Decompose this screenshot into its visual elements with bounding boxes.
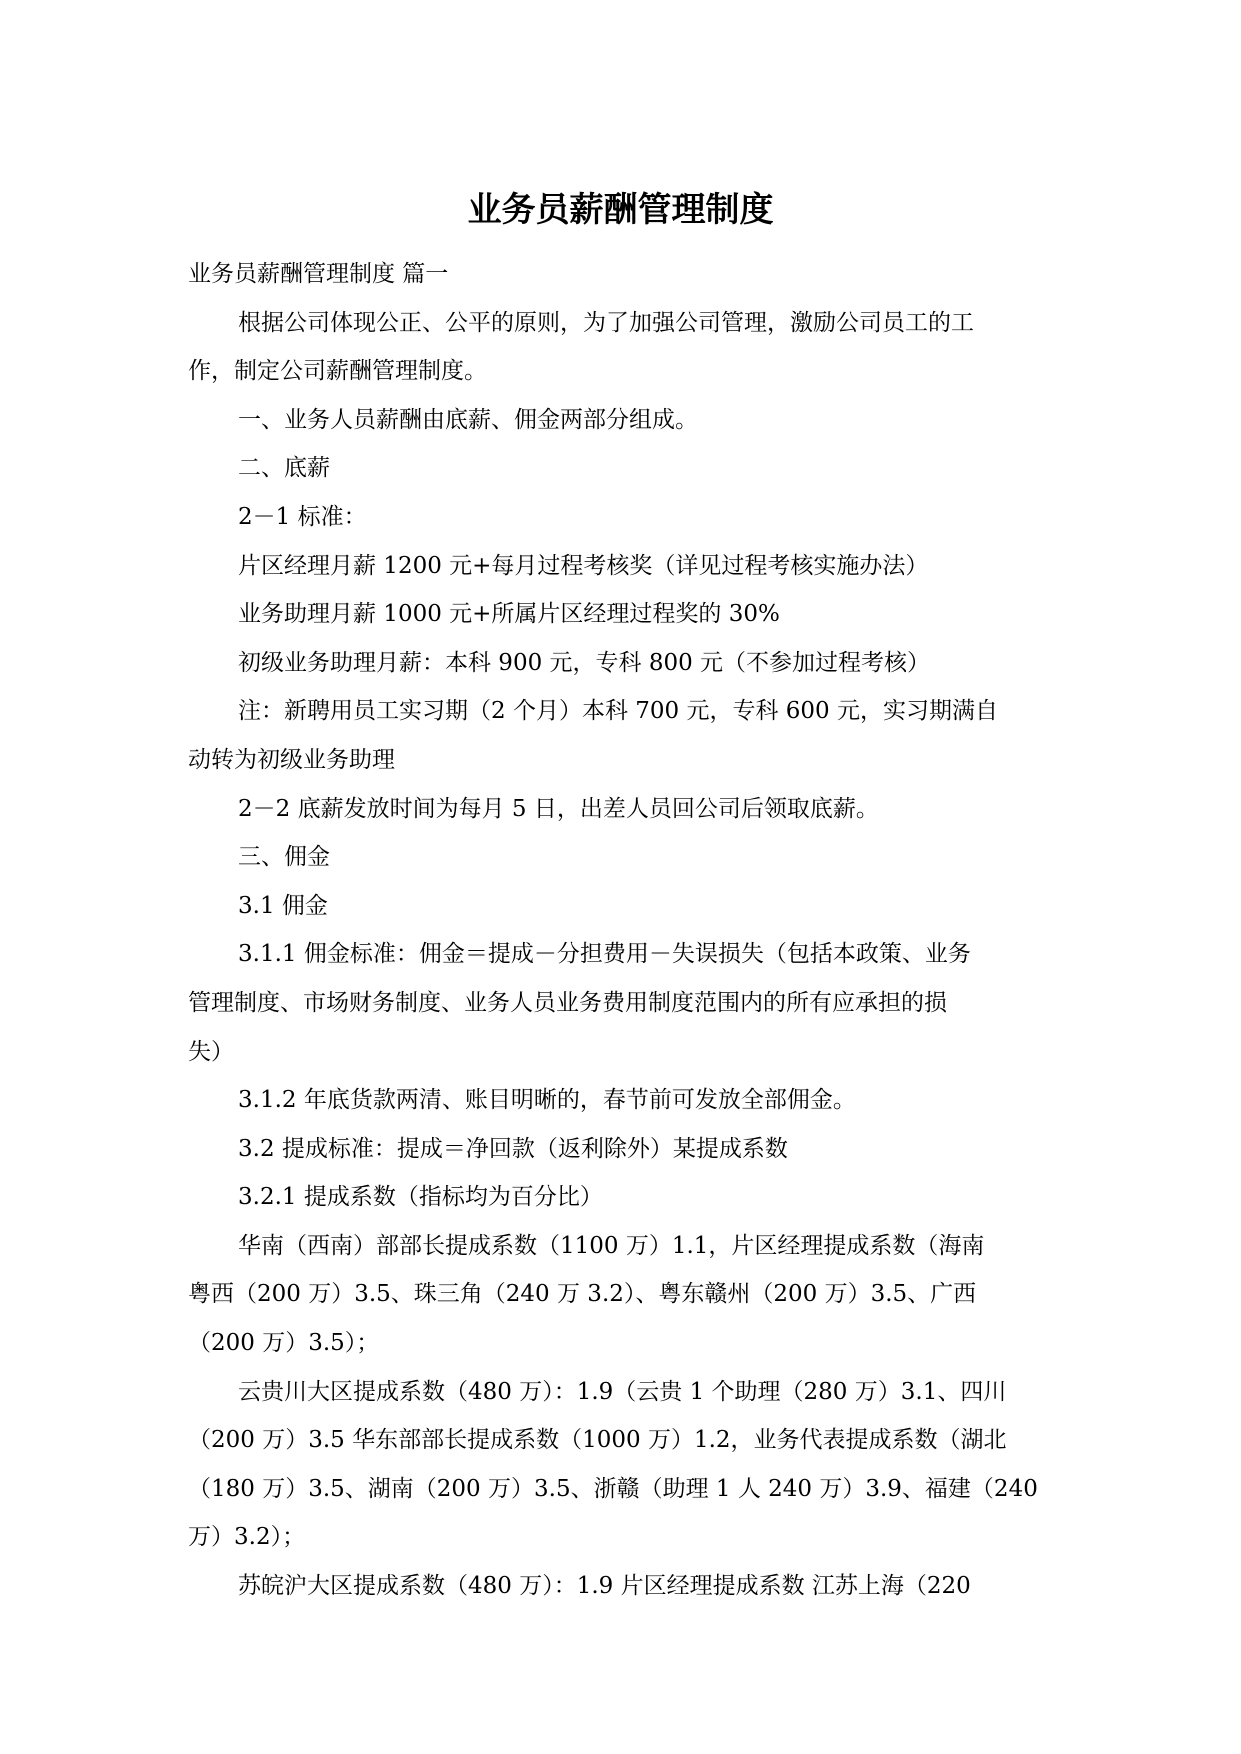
paragraph-line: 失）: [188, 1038, 234, 1065]
section-heading: 二、底薪: [238, 455, 330, 482]
paragraph-line: 华南（西南）部部长提成系数（1100 万）1.1，片区经理提成系数（海南: [238, 1232, 985, 1259]
paragraph-line: 万）3.2）；: [188, 1524, 306, 1551]
paragraph-line: 粤西（200 万）3.5、珠三角（240 万 3.2）、粤东赣州（200 万）3.5、广西: [188, 1281, 977, 1308]
paragraph-line: 初级业务助理月薪：本科 900 元，专科 800 元（不参加过程考核）: [238, 649, 931, 676]
paragraph-line: 片区经理月薪 1200 元+每月过程考核奖（详见过程考核实施办法）: [238, 552, 929, 579]
document-title: 业务员薪酬管理制度: [467, 190, 774, 230]
document-body: [188, 250, 1058, 1611]
paragraph-line: （200 万）3.5 华东部部长提成系数（1000 万）1.2，业务代表提成系数（湖北: [188, 1427, 1007, 1454]
paragraph-line: 作，制定公司薪酬管理制度。: [188, 358, 487, 385]
paragraph-line: 2－2 底薪发放时间为每月 5 日，出差人员回公司后领取底薪。: [238, 795, 879, 822]
paragraph-line: 3.1.1 佣金标准：佣金＝提成－分担费用－失误损失（包括本政策、业务: [238, 941, 971, 968]
paragraph-line: 3.2.1 提成系数（指标均为百分比）: [238, 1184, 603, 1211]
section-heading: 一、业务人员薪酬由底薪、佣金两部分组成。: [238, 406, 698, 433]
paragraph-line: 3.2 提成标准：提成＝净回款（返利除外）某提成系数: [238, 1135, 788, 1162]
paragraph-line: 注：新聘用员工实习期（2 个月）本科 700 元，专科 600 元，实习期满自: [238, 698, 998, 725]
paragraph-line: 3.1.2 年底货款两清、账目明晰的，春节前可发放全部佣金。: [238, 1087, 856, 1114]
paragraph-line: 动转为初级业务助理: [188, 746, 395, 773]
paragraph-line: 苏皖沪大区提成系数（480 万）：1.9 片区经理提成系数 江苏上海（220: [238, 1573, 971, 1600]
paragraph-line: （180 万）3.5、湖南（200 万）3.5、浙赣（助理 1 人 240 万）3.9、福建（240: [188, 1475, 1038, 1502]
paragraph-line: （200 万）3.5）；: [188, 1330, 380, 1357]
paragraph-line: 3.1 佣金: [238, 892, 328, 919]
paragraph-line: 云贵川大区提成系数（480 万）：1.9（云贵 1 个助理（280 万）3.1、四川: [238, 1378, 1007, 1405]
paragraph-line: 业务助理月薪 1000 元+所属片区经理过程奖的 30%: [238, 601, 780, 628]
paragraph-line: 2－1 标准：: [238, 503, 367, 530]
paragraph-line: 根据公司体现公正、公平的原则，为了加强公司管理，激励公司员工的工: [238, 309, 974, 336]
subtitle-line: 业务员薪酬管理制度 篇一: [188, 261, 449, 287]
section-heading: 三、佣金: [238, 844, 330, 871]
paragraph-line: 管理制度、市场财务制度、业务人员业务费用制度范围内的所有应承担的损: [188, 989, 947, 1016]
